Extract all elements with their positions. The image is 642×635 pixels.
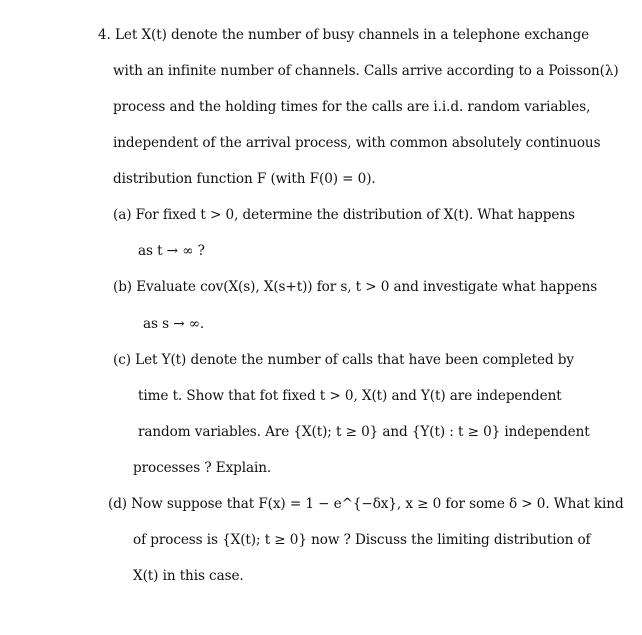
problem-intro-line-4: independent of the arrival process, with common absolutely continuous: [113, 135, 601, 151]
problem-intro-line-3: process and the holding times for the calls are i.i.d. random variables,: [113, 99, 591, 115]
part-c-line-2: time t. Show that fot fixed t > 0, X(t) and Y(t) are independent: [138, 388, 562, 404]
problem-intro-line-1: 4. Let X(t) denote the number of busy channels in a telephone exchange: [98, 27, 590, 43]
part-a-line-1: (a) For fixed t > 0, determine the distribution of X(t). What happens: [113, 207, 575, 223]
part-b-line-1: (b) Evaluate cov(X(s), X(s+t)) for s, t > 0 and investigate what happens: [113, 279, 598, 295]
problem-intro-line-5: distribution function F (with F(0) = 0).: [113, 171, 376, 187]
part-c-line-1: (c) Let Y(t) denote the number of calls that have been completed by: [113, 352, 574, 368]
part-b-line-2: as s → ∞.: [143, 316, 205, 332]
part-d-line-2: of process is {X(t); t ≥ 0} now ? Discuss the limiting distribution of: [133, 532, 591, 548]
part-a-line-2: as t → ∞ ?: [138, 243, 205, 259]
part-c-line-4: processes ? Explain.: [133, 460, 272, 476]
problem-intro-line-2: with an infinite number of channels. Calls arrive according to a Poisson(λ): [113, 63, 619, 79]
part-d-line-1: (d) Now suppose that F(x) = 1 − e^{−δx}, x ≥ 0 for some δ > 0. What kind: [108, 496, 624, 512]
part-d-line-3: X(t) in this case.: [133, 568, 244, 584]
part-c-line-3: random variables. Are {X(t); t ≥ 0} and {Y(t) : t ≥ 0} independent: [138, 424, 590, 440]
